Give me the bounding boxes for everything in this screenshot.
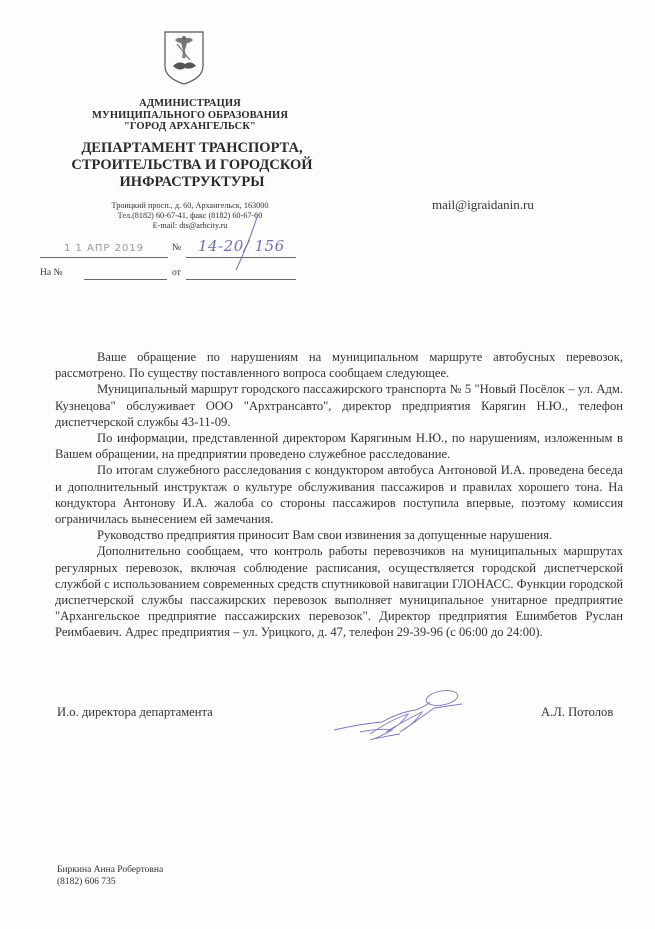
email-line: E-mail: dts@arhcity.ru: [152, 221, 228, 230]
body-paragraph: Руководство предприятия приносит Вам свои извинения за допущенные нарушения.: [97, 528, 553, 543]
signatory-name: А.Л. Потолов: [541, 705, 614, 719]
signatory-title: И.о. директора департамента: [57, 705, 213, 719]
registration-number-field: [186, 237, 296, 258]
dept-line: ДЕПАРТАМЕНТ ТРАНСПОРТА,: [81, 140, 303, 156]
executor-name: Биркина Анна Робертовна: [57, 865, 164, 875]
phone-line: Тел.(8182) 60-67-41, факс (8182) 60-67-60: [117, 211, 263, 220]
body-paragraph: Дополнительно сообщаем, что контроль работы перевозчиков на муниципальных маршрутах регулярных перевозок, включая соблюдение расписания, осуществляется городской диспетчерской службой с использованием современных средств спутниковой навигации ГЛОНАСС. Функции городской диспетчерской службы пассажирских перевозок выполняет муниципальное унитарное предприятие "Архангельское предприятие пассажирских перевозок". Директор предприятия Ешимбетов Руслан Реимбаевич. Адрес предприятия – ул. Урицкого, д. 47, телефон 29-39-96 (с 06:00 до 24:00).: [55, 544, 623, 640]
recipient-email: mail@igraidanin.ru: [432, 197, 534, 212]
administration-heading: [60, 98, 320, 133]
executor-phone: (8182) 606 735: [57, 876, 116, 887]
reference-number-label: На №: [40, 268, 63, 278]
body-paragraph: Ваше обращение по нарушениям на муниципальном маршруте автобусных перевозок, рассмотрено. По существу поставленного вопроса сообщаем следующее.: [55, 350, 623, 381]
registration-date-stamp: 1 1 АПР 2019: [40, 240, 168, 258]
admin-line: "ГОРОД АРХАНГЕЛЬСК": [123, 121, 256, 132]
body-paragraph: Муниципальный маршрут городского пассажирского транспорта № 5 "Новый Посёлок – ул. Адм. Кузнецова" обслуживает ООО "Архтрансавто", директор предприятия Карягин Н.Ю., телефон диспетчерской службы 43-11-09.: [55, 382, 623, 429]
admin-line: АДМИНИСТРАЦИЯ: [139, 98, 241, 109]
department-address: [60, 201, 320, 231]
admin-line: МУНИЦИПАЛЬНОГО ОБРАЗОВАНИЯ: [92, 109, 288, 121]
body-paragraph: По информации, представленной директором Карягиным Н.Ю., по нарушениям, изложенным в Вашем обращении, на предприятии проведено служебное расследование.: [55, 431, 623, 462]
registration-number: 14-20/ 156: [198, 237, 285, 255]
dept-line: ИНФРАСТРУКТУРЫ: [119, 174, 265, 190]
reference-number-blank: [84, 265, 167, 280]
coat-of-arms-icon: [163, 30, 205, 86]
dept-line: СТРОИТЕЛЬСТВА И ГОРОДСКОЙ: [71, 157, 313, 173]
reference-date-blank: [186, 265, 296, 280]
reference-date-label: от: [172, 268, 181, 278]
body-paragraph: По итогам служебного расследования с кондуктором автобуса Антоновой И.А. проведена беседа и дополнительный инструктаж о культуре обслуживания пассажиров и правилах хорошего тона. На кондуктора Антонову И.А. жалоба со стороны пассажиров поступила впервые, поэтому комиссия ограничилась вынесением ей замечания.: [55, 463, 623, 527]
registration-number-label: №: [172, 243, 182, 253]
executor-info: [57, 865, 163, 888]
address-line: Троицкий просп., д. 60, Архангельск, 163000: [111, 201, 269, 210]
letter-body: [55, 349, 623, 641]
handwritten-signature: [330, 682, 470, 744]
department-heading: [60, 140, 324, 191]
